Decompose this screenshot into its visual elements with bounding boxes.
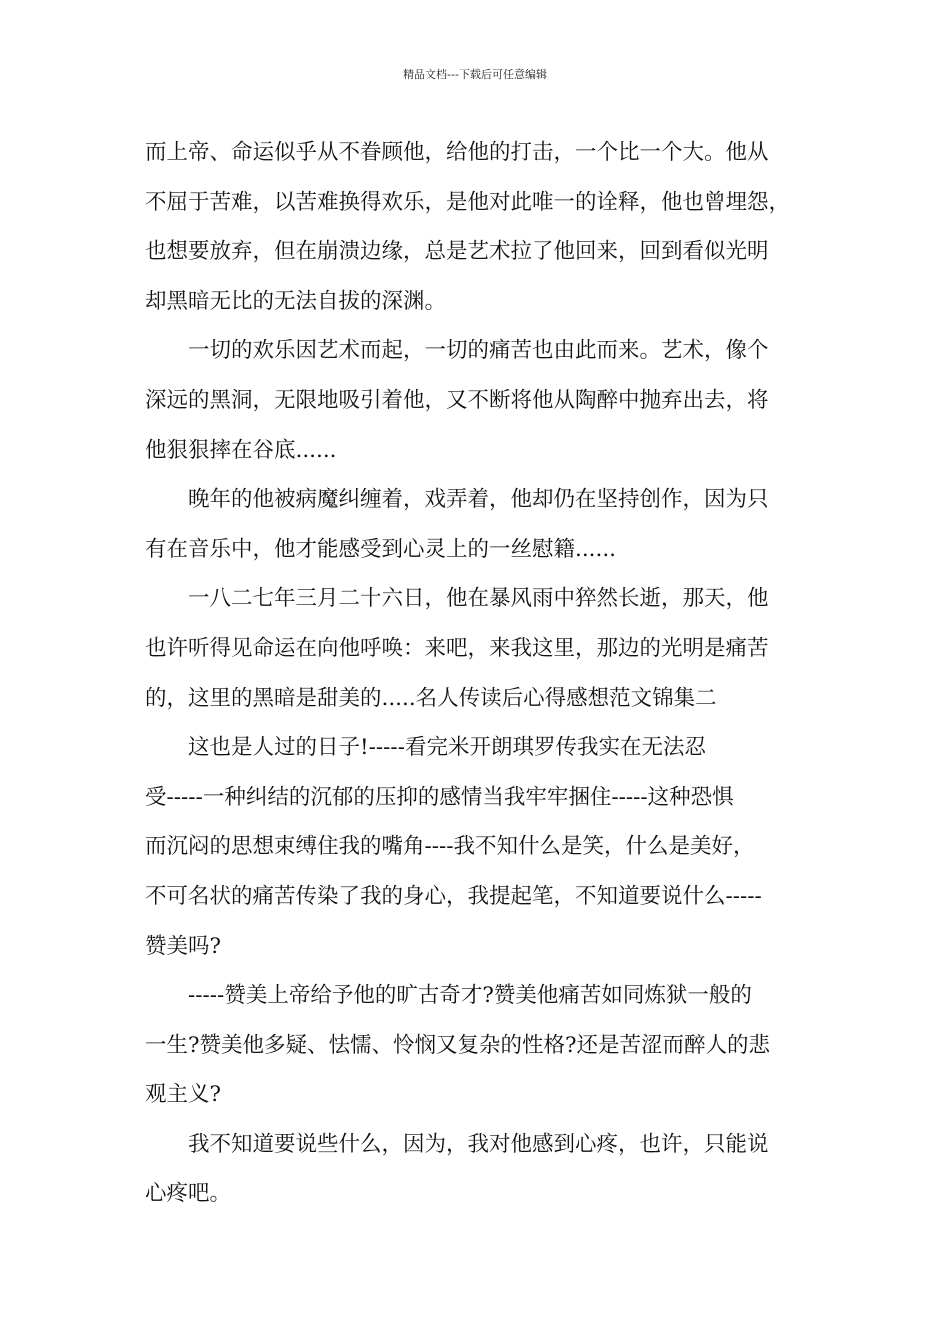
text-line: 这也是人过的日子!-----看完米开朗琪罗传我实在无法忍 bbox=[188, 735, 706, 761]
text-line: 我不知道要说些什么，因为，我对他感到心疼，也许，只能说 bbox=[188, 1131, 769, 1157]
paragraph-7 bbox=[145, 1120, 813, 1219]
text-line: 却黑暗无比的无法自拔的深渊。 bbox=[145, 288, 447, 314]
text-line: 观主义? bbox=[145, 1082, 222, 1108]
paragraph-2 bbox=[145, 326, 813, 475]
text-line: 不可名状的痛苦传染了我的身心，我提起笔，不知道要说什么----- bbox=[145, 883, 762, 909]
text-line: 一生?赞美他多疑、怯懦、怜悯又复杂的性格?还是苦涩而醉人的悲 bbox=[145, 1032, 771, 1058]
text-line: 赞美吗? bbox=[145, 933, 222, 959]
text-line: 而上帝、命运似乎从不眷顾他，给他的打击，一个比一个大。他从 bbox=[145, 140, 769, 165]
text-line: 也许听得见命运在向他呼唤：来吧，来我这里，那边的光明是痛苦 bbox=[145, 635, 769, 661]
text-line: 受-----一种纠结的沉郁的压抑的感情当我牢牢捆住-----这种恐惧 bbox=[145, 784, 734, 810]
paragraph-3 bbox=[145, 475, 813, 574]
text-line: 晚年的他被病魔纠缠着，戏弄着，他却仍在坚持创作，因为只 bbox=[188, 487, 769, 513]
paragraph-4 bbox=[145, 574, 813, 723]
text-line: 他狠狠摔在谷底...... bbox=[145, 437, 337, 463]
text-line: 一八二七年三月二十六日，他在暴风雨中猝然长逝，那天，他 bbox=[188, 586, 769, 612]
text-line: 一切的欢乐因艺术而起，一切的痛苦也由此而来。艺术，像个 bbox=[188, 338, 769, 364]
paragraph-1 bbox=[145, 128, 813, 326]
page-header: 精品文档---下载后可任意编辑 bbox=[403, 68, 547, 81]
paragraph-5 bbox=[145, 723, 813, 971]
document-body bbox=[145, 128, 813, 1219]
text-line: 也想要放弃，但在崩溃边缘，总是艺术拉了他回来，回到看似光明 bbox=[145, 239, 769, 265]
text-line: 的，这里的黑暗是甜美的.....名人传读后心得感想范文锦集二 bbox=[145, 685, 717, 711]
text-line: 不屈于苦难，以苦难换得欢乐，是他对此唯一的诠释，他也曾埋怨， bbox=[145, 189, 791, 215]
text-line: 而沉闷的思想束缚住我的嘴角----我不知什么是笑，什么是美好， bbox=[145, 834, 755, 860]
text-line: 深远的黑洞，无限地吸引着他，又不断将他从陶醉中抛弃出去，将 bbox=[145, 387, 769, 413]
text-line: -----赞美上帝给予他的旷古奇才?赞美他痛苦如同炼狱一般的 bbox=[188, 983, 752, 1009]
text-line: 心疼吧。 bbox=[145, 1181, 232, 1207]
text-line: 有在音乐中，他才能感受到心灵上的一丝慰籍...... bbox=[145, 536, 617, 562]
paragraph-6 bbox=[145, 971, 813, 1120]
